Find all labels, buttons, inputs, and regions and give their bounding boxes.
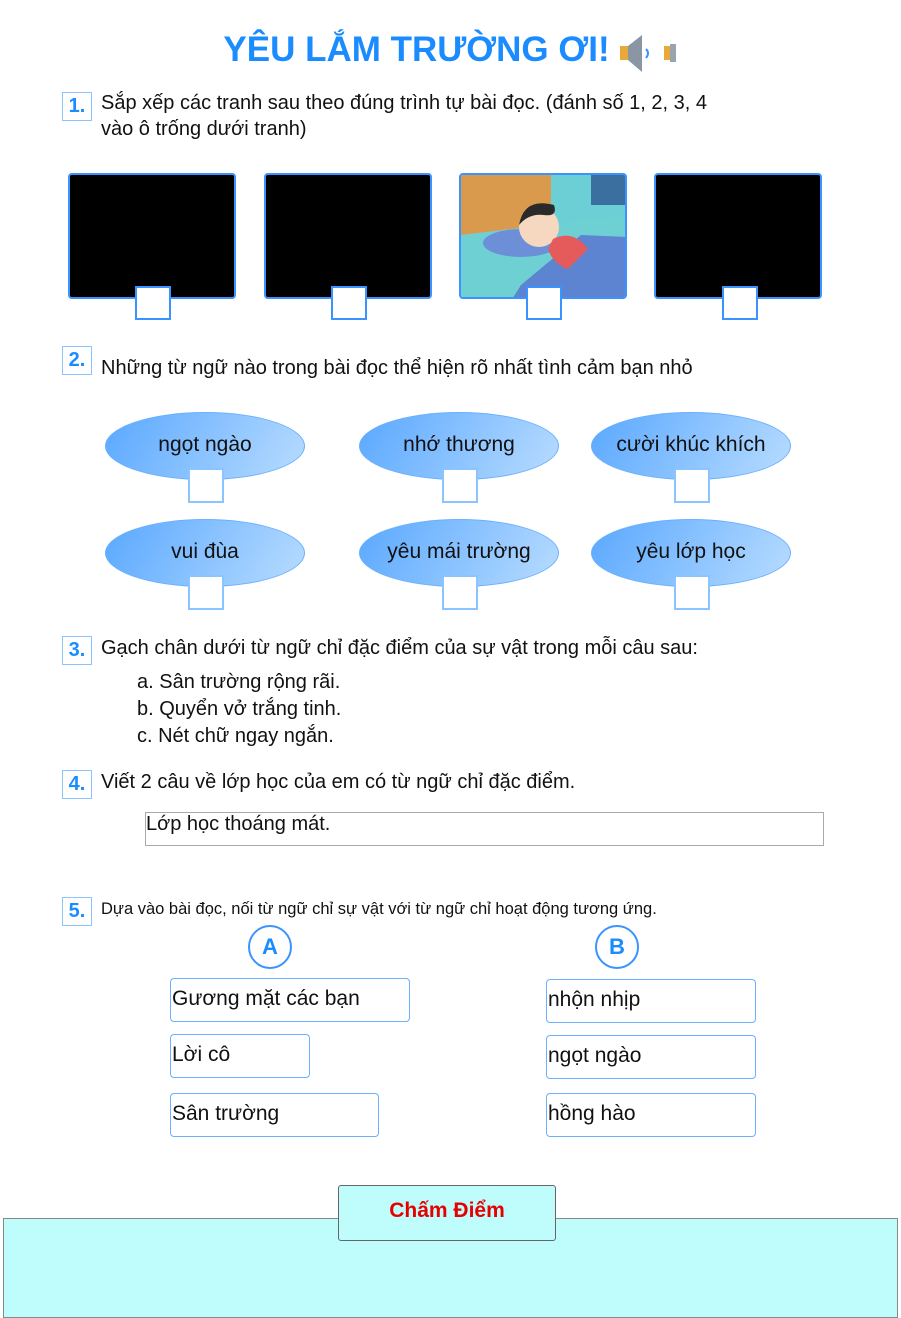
option-checkbox[interactable]	[674, 575, 710, 610]
speaker-icon[interactable]	[618, 32, 678, 72]
option-ellipse: yêu lớp học	[591, 519, 791, 587]
q1-line2: vào ô trống dưới tranh)	[101, 118, 307, 140]
grade-button[interactable]: Chấm Điểm	[338, 1185, 556, 1241]
question-5-text: Dựa vào bài đọc, nối từ ngữ chỉ sự vật với từ ngữ chỉ hoạt động tương ứng.	[101, 900, 657, 918]
question-number-5: 5.	[62, 897, 92, 926]
q1-line1: Sắp xếp các tranh sau theo đúng trình tự bài đọc. (đánh số 1, 2, 3, 4	[101, 92, 708, 114]
order-input-2[interactable]	[331, 286, 367, 320]
sentence-c[interactable]: c. Nét chữ ngay ngắn.	[137, 725, 334, 747]
question-1-text	[101, 90, 707, 142]
match-item-a[interactable]: Gương mặt các bạn	[170, 978, 410, 1022]
question-number-2: 2.	[62, 346, 92, 375]
question-3-text: Gạch chân dưới từ ngữ chỉ đặc điểm của sự vật trong mỗi câu sau:	[101, 637, 698, 659]
sentence-a[interactable]: a. Sân trường rộng rãi.	[137, 671, 341, 693]
question-number-1: 1.	[62, 92, 92, 121]
option-checkbox[interactable]	[188, 575, 224, 610]
question-2-text: Những từ ngữ nào trong bài đọc thể hiện rõ nhất tình cảm bạn nhỏ	[101, 357, 693, 379]
column-a-label: A	[248, 925, 292, 969]
order-input-4[interactable]	[722, 286, 758, 320]
picture-4	[654, 173, 822, 299]
option-ellipse: yêu mái trường	[359, 519, 559, 587]
title-text: YÊU LẮM TRƯỜNG ƠI!	[223, 30, 610, 69]
picture-2	[264, 173, 432, 299]
order-input-3[interactable]	[526, 286, 562, 320]
picture-1	[68, 173, 236, 299]
match-item-b[interactable]: ngọt ngào	[546, 1035, 756, 1079]
option-checkbox[interactable]	[442, 575, 478, 610]
option-checkbox[interactable]	[674, 468, 710, 503]
sentence-b[interactable]: b. Quyển vở trắng tinh.	[137, 698, 342, 720]
match-item-b[interactable]: hồng hào	[546, 1093, 756, 1137]
order-input-1[interactable]	[135, 286, 171, 320]
match-item-a[interactable]: Sân trường	[170, 1093, 379, 1137]
option-ellipse: nhớ thương	[359, 412, 559, 480]
question-3-items	[137, 669, 341, 750]
page-title	[0, 30, 901, 72]
answer-input[interactable]: Lớp học thoáng mát.	[145, 812, 824, 846]
option-ellipse: vui đùa	[105, 519, 305, 587]
question-number-4: 4.	[62, 770, 92, 799]
option-checkbox[interactable]	[188, 468, 224, 503]
option-ellipse: ngọt ngào	[105, 412, 305, 480]
option-checkbox[interactable]	[442, 468, 478, 503]
column-b-label: B	[595, 925, 639, 969]
picture-girl-sleeping	[459, 173, 627, 299]
option-ellipse: cười khúc khích	[591, 412, 791, 480]
question-number-3: 3.	[62, 636, 92, 665]
match-item-a[interactable]: Lời cô	[170, 1034, 310, 1078]
question-4-text: Viết 2 câu về lớp học của em có từ ngữ chỉ đặc điểm.	[101, 771, 576, 793]
match-item-b[interactable]: nhộn nhịp	[546, 979, 756, 1023]
